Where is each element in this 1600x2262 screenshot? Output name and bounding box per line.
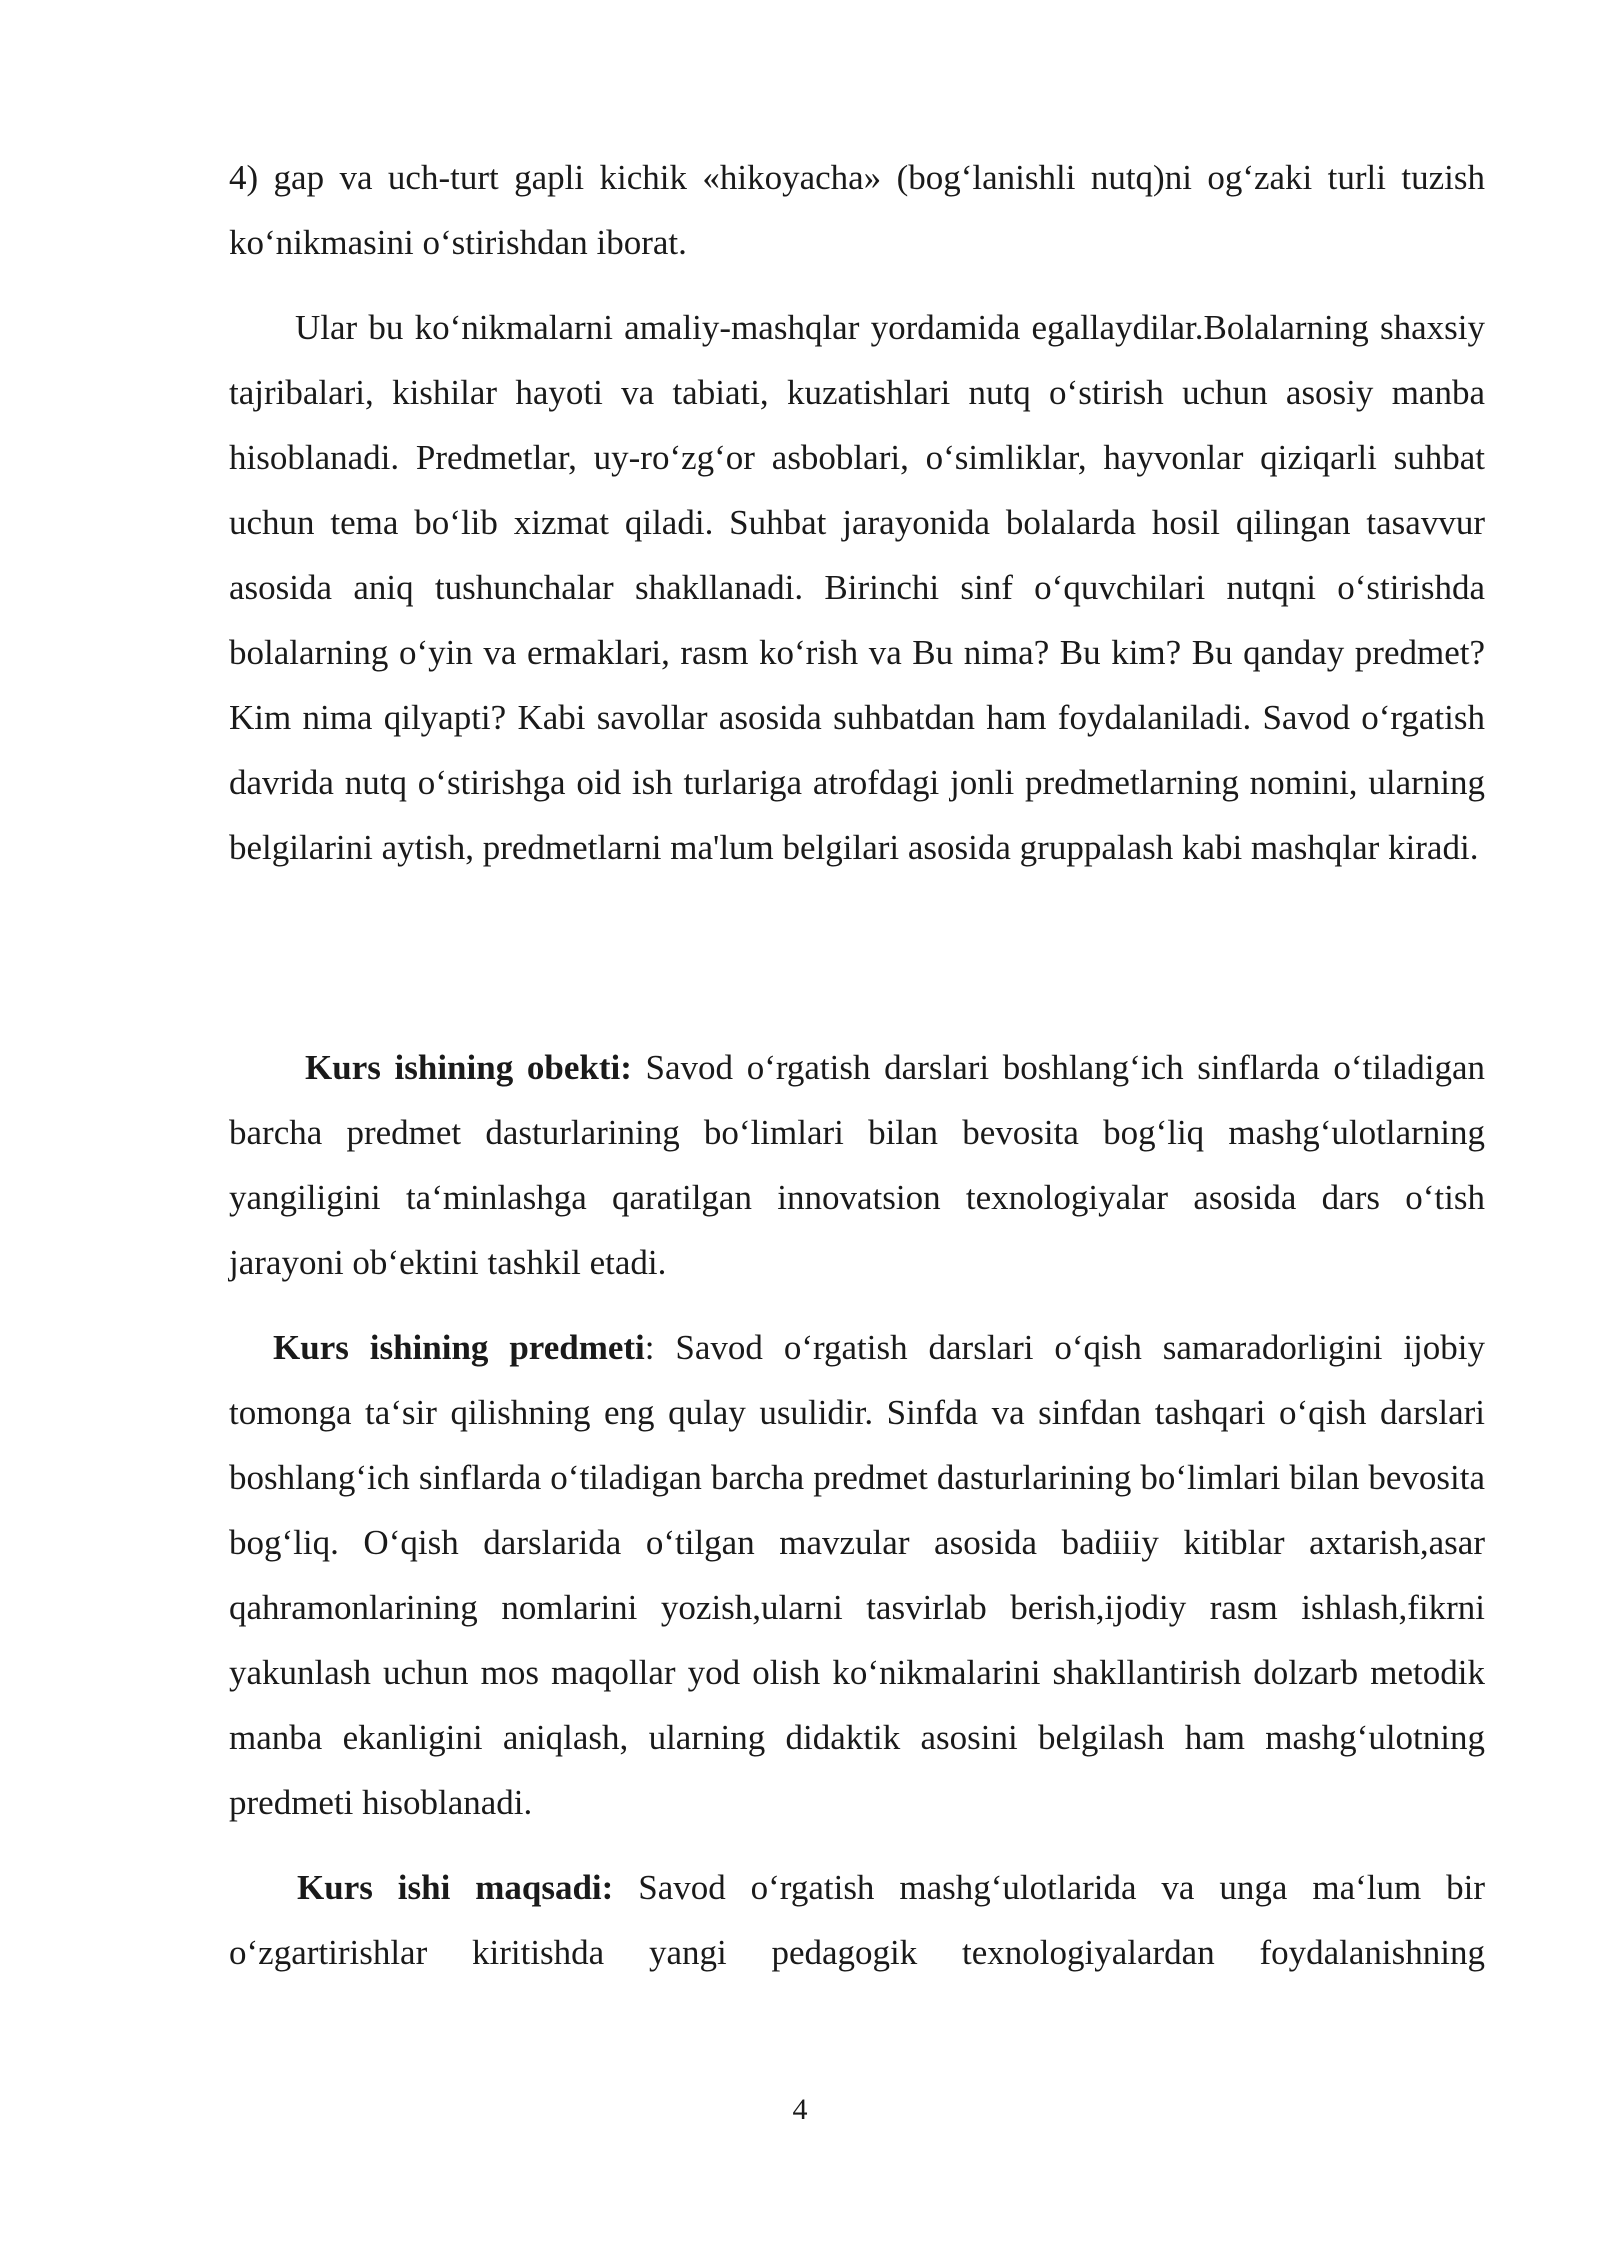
paragraph-1 [229, 145, 1485, 275]
paragraph-5-body [229, 1855, 1485, 1985]
course-object-text: Savod o‘rgatish darslari boshlang‘ich sinflarda o‘tiladigan barcha predmet dasturlarining bo‘limlari bilan bevosita bog‘liq mashg‘ulotlarning yangiligini ta‘minlashga qaratilgan innovatsion texnologiyalar asosida dars o‘tish jarayoni ob‘ektini tashkil etadi. [229, 1048, 1485, 1282]
paragraph-course-goal [229, 1855, 1485, 1985]
course-goal-label: Kurs ishi maqsadi: [297, 1868, 614, 1907]
course-subject-separator: : [644, 1328, 655, 1367]
page-number: 4 [792, 2093, 808, 2126]
course-subject-label: Kurs ishining predmeti [273, 1328, 645, 1367]
paragraph-3-body [229, 1035, 1485, 1295]
paragraph-4-body [229, 1315, 1485, 1835]
course-object-label: Kurs ishining obekti: [305, 1048, 632, 1087]
paragraph-2 [229, 295, 1485, 880]
paragraph-2-text: Ular bu ko‘nikmalarni amaliy-mashqlar yordamida egallaydilar.Bolalarning shaxsiy tajribalari, kishilar hayoti va tabiati, kuzatishlari nutq o‘stirish uchun asosiy manba hisoblanadi. Predmetlar, uy-ro‘zg‘or asboblari, o‘simliklar, hayvonlar qiziqarli suhbat uchun tema bo‘lib xizmat qiladi. Suhbat jarayonida bolalarda hosil qilingan tasavvur asosida aniq tushunchalar shakllanadi. Birinchi sinf o‘quvchilari nutqni o‘stirishda bolalarning o‘yin va ermaklari, rasm ko‘rish va Bu nima? Bu kim? Bu qanday predmet? Kim nima qilyapti? Kabi savollar asosida suhbatdan ham foydalaniladi. Savod o‘rgatish davrida nutq o‘stirishga oid ish turlariga atrofdagi jonli predmetlarning nomini, ularning belgilarini aytish, predmetlarni ma'lum belgilari asosida gruppalash kabi mashqlar kiradi. [229, 308, 1485, 867]
paragraph-1-text: 4) gap va uch-turt gapli kichik «hikoyacha» (bog‘lanishli nutq)ni og‘zaki turli tuzish ko‘nikmasini o‘stirishdan iborat. [229, 158, 1485, 262]
course-goal-text: Savod o‘rgatish mashg‘ulotlarida va unga ma‘lum bir o‘zgartirishlar kiritishda yangi pedagogik texnologiyalardan foydalanishning [229, 1868, 1486, 1972]
course-subject-text: Savod o‘rgatish darslari o‘qish samaradorligini ijobiy tomonga ta‘sir qilishning eng qulay usulidir. Sinfda va sinfdan tashqari o‘qish darslari boshlang‘ich sinflarda o‘tiladigan barcha predmet dasturlarining bo‘limlari bilan bevosita bog‘liq. O‘qish darslarida o‘tilgan mavzular asosida badiiiy kitiblar axtarish,asar qahramonlarining nomlarini yozish,ularni tasvirlab berish,ijodiy rasm ishlash,fikrni yakunlash uchun mos maqollar yod olish ko‘nikmalarini shakllantirish dolzarb metodik manba ekanligini aniqlash, ularning didaktik asosini belgilash ham mashg‘ulotning predmeti hisoblanadi. [229, 1328, 1485, 1822]
paragraph-course-subject [229, 1315, 1485, 1835]
paragraph-course-object [229, 1035, 1485, 1295]
